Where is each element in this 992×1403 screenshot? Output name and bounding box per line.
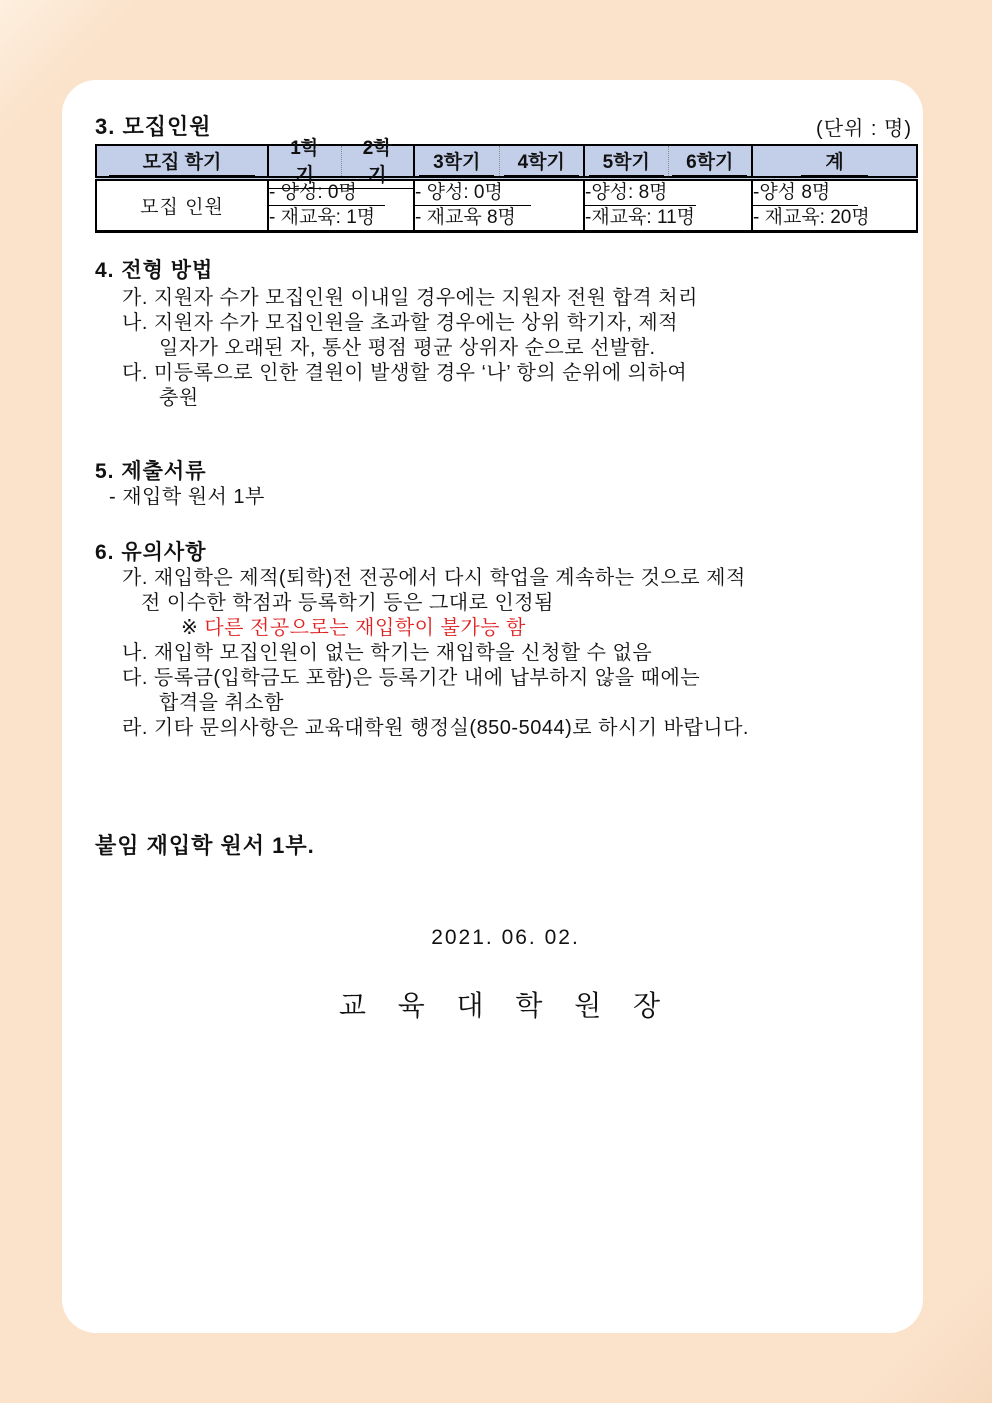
- highlight-note-line: [95, 616, 916, 641]
- value-line: - 재교육 8명: [415, 207, 516, 228]
- value-cell-sem5-6: [584, 179, 752, 232]
- section6-heading: 6. 유의사항: [95, 541, 207, 564]
- value-cell-sem3-4: [414, 179, 584, 232]
- header-cell-sem3-4: [414, 145, 584, 179]
- value-line: - 재교육: 1명: [269, 207, 376, 228]
- header-label: 계: [801, 147, 867, 176]
- body-line: 합격을 취소함: [159, 692, 284, 714]
- header-cell-sem1-2: [268, 138, 414, 186]
- header-label: 모집 학기: [109, 147, 256, 176]
- value-line: -양성 8명: [753, 181, 916, 206]
- section6: [95, 536, 916, 741]
- unit-note: (단위 : 명): [816, 118, 912, 140]
- header-cell-sem5-6: [584, 145, 752, 179]
- body-line: 나. 재입학 모집인원이 없는 학기는 재입학을 신청할 수 없음: [122, 642, 653, 664]
- value-line: -양성: 8명: [585, 181, 751, 206]
- value-line: - 재교육: 20명: [753, 207, 870, 228]
- header-label: 6학기: [672, 147, 747, 176]
- body-line: 전 이수한 학점과 등록학기 등은 그대로 인정됨: [141, 592, 554, 614]
- value-line: - 양성: 0명: [269, 181, 413, 206]
- document-page: [62, 80, 923, 1333]
- value-cell-total: [752, 179, 917, 232]
- section4: [95, 254, 916, 411]
- body-line: 충원: [159, 387, 199, 409]
- header-label: 3학기: [419, 147, 494, 176]
- body-line: 다. 미등록으로 인한 결원이 발생할 경우 ‘나’ 항의 순위에 의하여: [122, 362, 688, 384]
- header-cell-semester: [96, 145, 268, 179]
- attachment-line: 붙임 재입학 원서 1부.: [95, 833, 315, 858]
- signature-line: 교 육 대 학 원 장: [338, 990, 673, 1021]
- date-line: 2021. 06. 02.: [431, 926, 580, 949]
- section5-heading: 5. 제출서류: [95, 460, 207, 483]
- header-label: 4학기: [504, 147, 579, 176]
- body-line: - 재입학 원서 1부: [109, 486, 265, 508]
- body-line: 나. 지원자 수가 모집인원을 초과할 경우에는 상위 학기자, 제적: [122, 312, 679, 334]
- header-label: 1학기: [269, 133, 341, 189]
- highlight-note-text: 다른 전공으로는 재입학이 불가능 함: [204, 617, 526, 639]
- recruitment-table: [95, 138, 918, 233]
- value-line: -재교육: 11명: [585, 207, 696, 228]
- body-line: 가. 재입학은 제적(퇴학)전 전공에서 다시 학업을 계속하는 것으로 제적: [122, 567, 746, 589]
- table-data-row: [96, 179, 917, 232]
- reference-mark: ※: [181, 617, 199, 639]
- row-label-cell: 모집 인원: [140, 197, 224, 218]
- body-line: 가. 지원자 수가 모집인원 이내일 경우에는 지원자 전원 합격 처리: [122, 287, 698, 309]
- header-label: 5학기: [589, 147, 664, 176]
- body-line: 일자가 오래된 자, 통산 평점 평균 상위자 순으로 선발함.: [159, 337, 656, 359]
- body-line: 라. 기타 문의사항은 교육대학원 행정실(850-5044)로 하시기 바랍니다.: [122, 717, 749, 739]
- body-line: 다. 등록금(입학금도 포함)은 등록기간 내에 납부하지 않을 때에는: [122, 667, 701, 689]
- table-header-row: [96, 145, 917, 179]
- section3-header: [95, 110, 916, 141]
- value-line: - 양성: 0명: [415, 181, 583, 206]
- header-label: 2학기: [342, 133, 414, 189]
- header-cell-total: [752, 145, 917, 179]
- section3-heading: 3. 모집인원: [95, 114, 212, 139]
- section5: [95, 455, 916, 510]
- section4-heading: 4. 전형 방법: [95, 259, 214, 282]
